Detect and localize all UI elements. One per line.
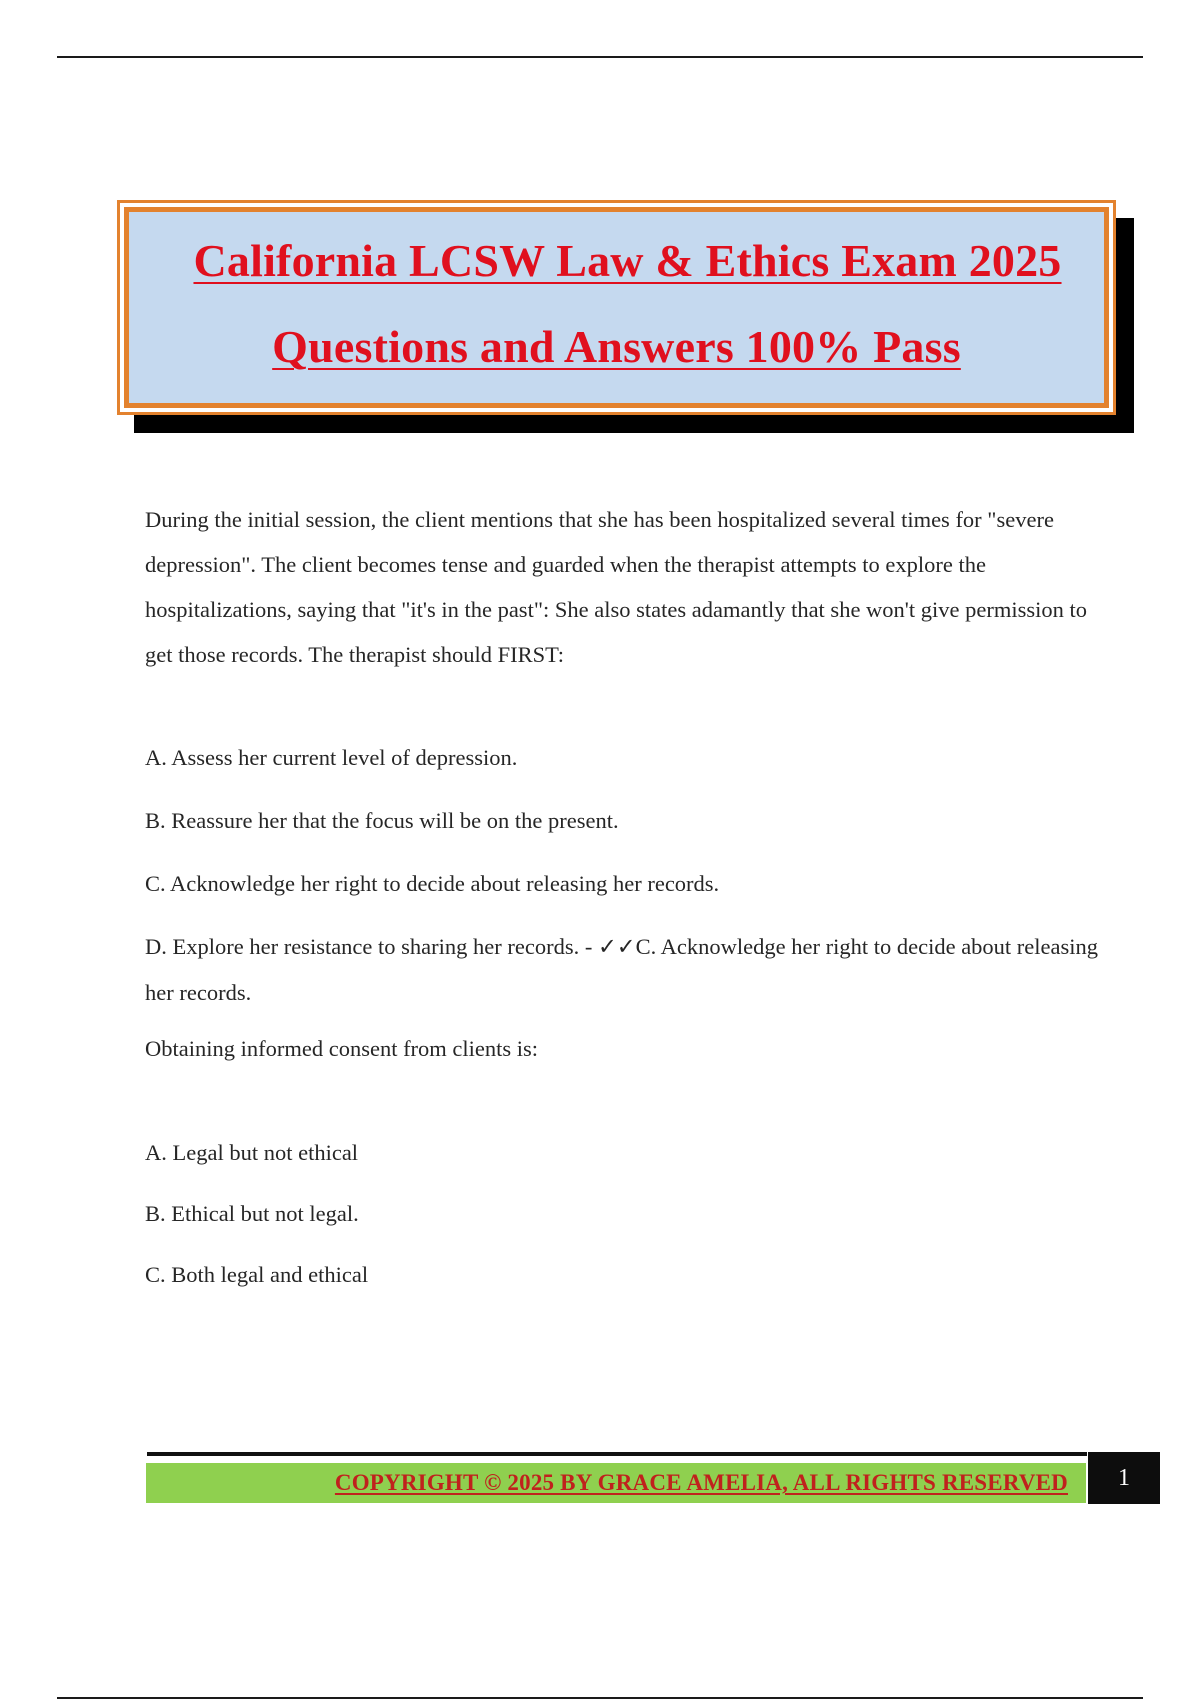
document-title-line-2: Questions and Answers 100% Pass [272, 321, 961, 372]
answer-option: C. Both legal and ethical [145, 1262, 369, 1287]
bottom-rule [57, 1697, 1143, 1699]
title-box-fill [125, 208, 1108, 407]
top-rule [57, 56, 1143, 58]
answer-option: A. Assess her current level of depression. [145, 745, 518, 770]
footer-banner [146, 1463, 1086, 1503]
footer-rule [147, 1452, 1087, 1456]
page-number: 1 [1088, 1452, 1160, 1504]
document-body [145, 497, 1100, 1312]
answer-option: A. Legal but not ethical [145, 1140, 359, 1165]
title-box [117, 200, 1116, 415]
question-prompt: Obtaining informed consent from clients is: [145, 1036, 539, 1061]
document-title-line-1: California LCSW Law & Ethics Exam 2025 [193, 235, 1062, 286]
copyright-notice: COPYRIGHT © 2025 BY GRACE AMELIA, ALL RIGHTS RESERVED [334, 1470, 1068, 1495]
answer-option: C. Acknowledge her right to decide about releasing her records. [145, 871, 720, 896]
answer-option: B. Ethical but not legal. [145, 1201, 359, 1226]
answer-option-with-answer: D. Explore her resistance to sharing her records. - ✓✓C. Acknowledge her right to decide about releasing her records. [145, 934, 1099, 1005]
question-prompt: During the initial session, the client mentions that she has been hospitalized several times for "severe depression". The client becomes tense and guarded when the therapist attempts to explore the hospitalizations, saying that "it's in the past": She also states adamantly that she won't give permission to get those records. The therapist should FIRST: [145, 507, 1087, 667]
answer-option: B. Reassure her that the focus will be on the present. [145, 808, 619, 833]
